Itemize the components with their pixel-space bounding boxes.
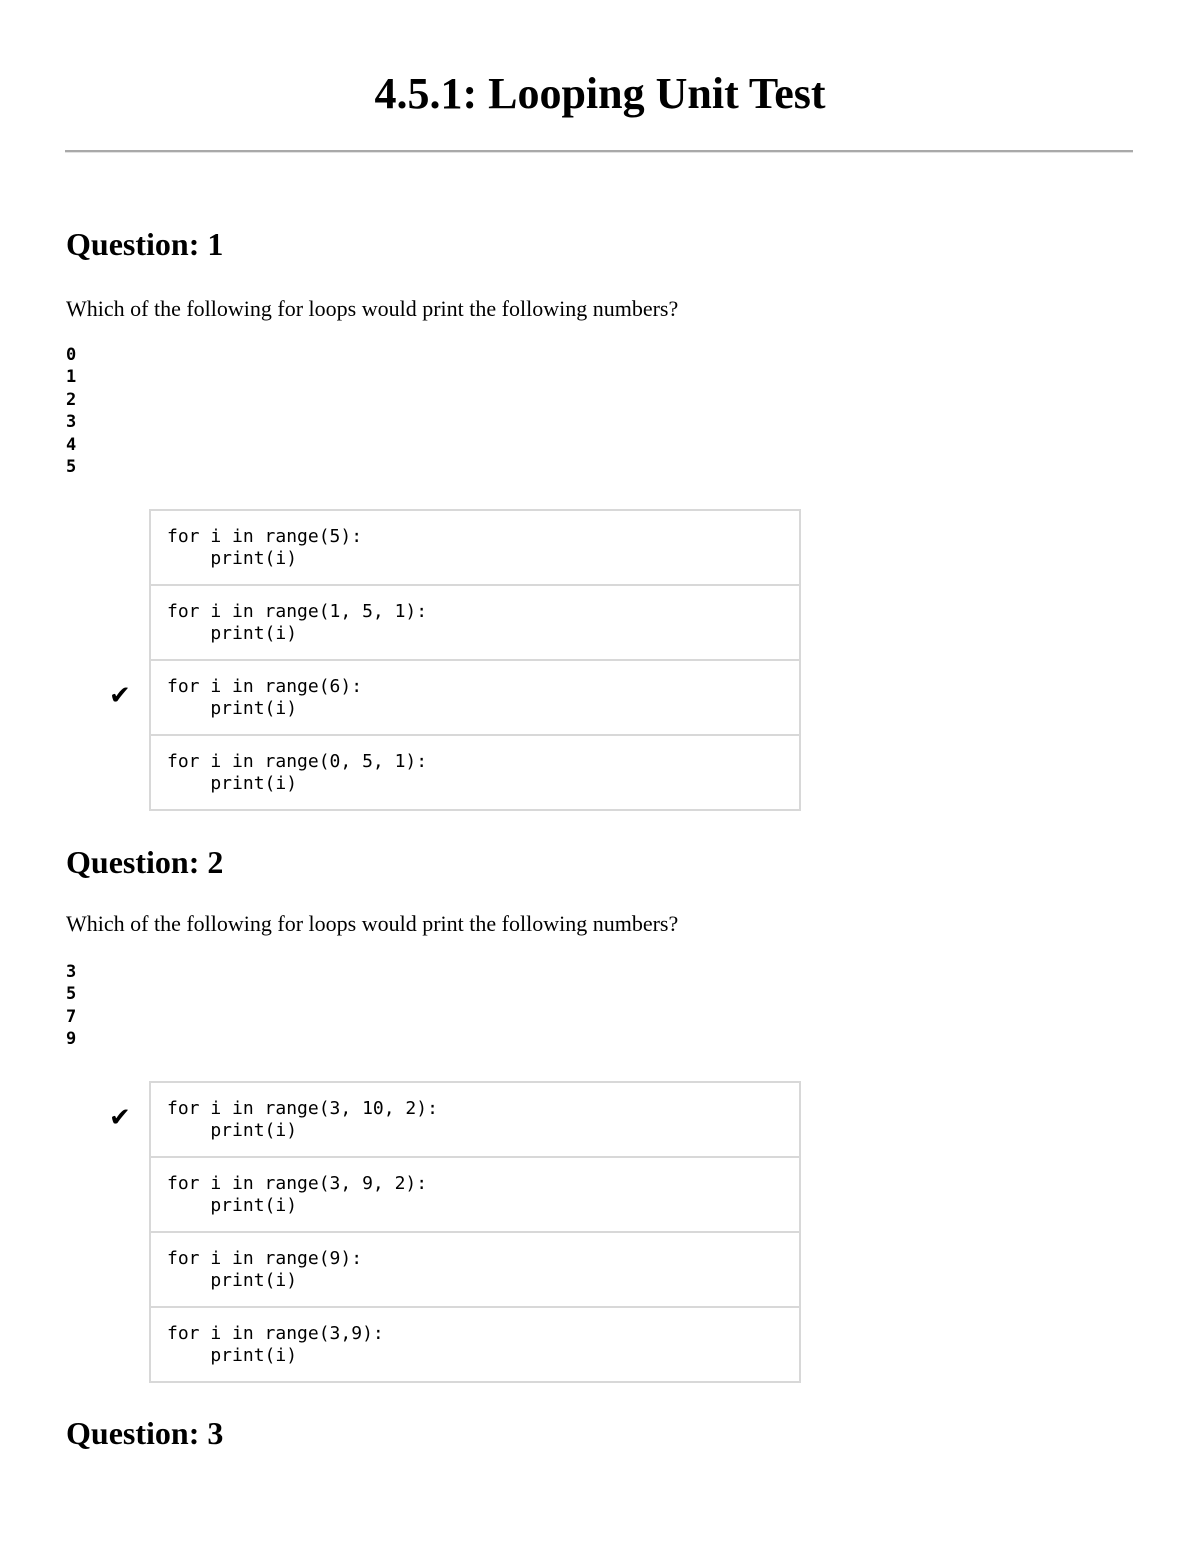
choice-code	[167, 676, 362, 720]
code-line: for i in range(3, 10, 2):	[167, 1098, 438, 1119]
output-line: 5	[66, 984, 77, 1005]
output-line: 3	[66, 412, 77, 433]
answer-choice[interactable]	[151, 1308, 799, 1383]
code-line: print(i)	[167, 1345, 298, 1366]
output-line: 4	[66, 434, 77, 455]
answer-choice[interactable]	[151, 511, 799, 586]
output-line: 5	[66, 457, 77, 478]
output-line: 3	[66, 962, 77, 982]
code-line: for i in range(9):	[167, 1248, 363, 1269]
question-2-heading: Question: 2	[66, 844, 224, 880]
code-line: for i in range(1, 5, 1):	[167, 601, 428, 622]
checkmark-icon: ✔	[109, 681, 131, 711]
output-line: 2	[66, 389, 77, 410]
output-line: 1	[66, 367, 77, 388]
code-line: for i in range(6):	[167, 676, 363, 697]
choice-code	[167, 1323, 384, 1367]
question-2-output	[66, 961, 76, 1051]
answer-choice[interactable]	[151, 1158, 799, 1233]
code-line: print(i)	[167, 1195, 298, 1216]
question-2-choices	[109, 1081, 801, 1383]
question-1-prompt: Which of the following for loops would print the following numbers?	[66, 296, 679, 321]
answer-choice-selected[interactable]	[109, 1083, 799, 1158]
code-line: for i in range(3, 9, 2):	[167, 1173, 428, 1194]
answer-choice[interactable]	[151, 586, 799, 661]
code-line: print(i)	[167, 1270, 298, 1291]
answer-choice-selected[interactable]	[109, 661, 799, 736]
choice-code	[167, 751, 427, 795]
code-line: for i in range(0, 5, 1):	[167, 751, 428, 772]
choice-code	[167, 1248, 362, 1292]
choice-code	[167, 526, 362, 570]
output-line: 9	[66, 1029, 77, 1050]
choice-code	[167, 1173, 427, 1217]
output-line: 7	[66, 1006, 77, 1027]
question-1-choices	[109, 509, 801, 811]
question-1-output	[66, 344, 76, 478]
code-line: for i in range(5):	[167, 526, 363, 547]
page-title: 4.5.1: Looping Unit Test	[374, 69, 826, 118]
choice-code	[167, 1098, 438, 1142]
question-1-heading: Question: 1	[66, 226, 224, 262]
output-line: 0	[66, 345, 77, 365]
answer-choice[interactable]	[151, 1233, 799, 1308]
code-line: print(i)	[167, 773, 298, 794]
code-line: for i in range(3,9):	[167, 1323, 384, 1344]
code-line: print(i)	[167, 548, 298, 569]
title-divider	[65, 150, 1133, 153]
code-line: print(i)	[167, 623, 298, 644]
question-2-prompt: Which of the following for loops would print the following numbers?	[66, 911, 679, 936]
code-line: print(i)	[167, 1120, 298, 1141]
code-line: print(i)	[167, 698, 298, 719]
choice-code	[167, 601, 427, 645]
answer-choice[interactable]	[151, 736, 799, 811]
question-3-heading: Question: 3	[66, 1415, 224, 1451]
checkmark-icon: ✔	[109, 1103, 131, 1133]
